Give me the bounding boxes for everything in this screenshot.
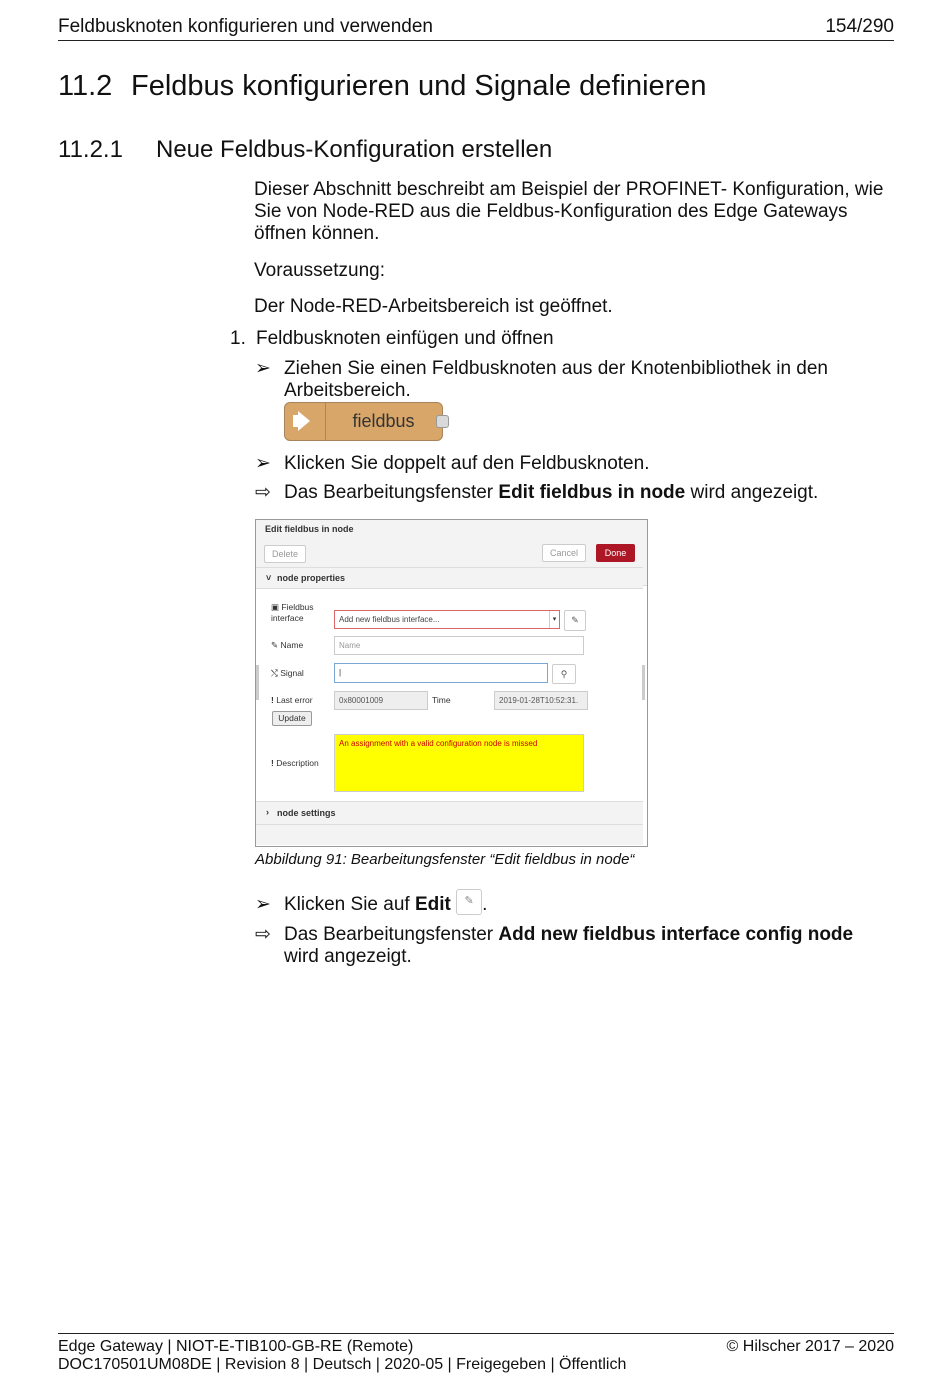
instruction-double-click: ➢ Klicken Sie doppelt auf den Feldbusknoten. xyxy=(255,453,650,474)
page-number: 154/290 xyxy=(825,16,894,37)
section-heading xyxy=(58,70,707,103)
chevron-down-icon: ˅ xyxy=(266,573,272,583)
time-field: 2019-01-28T10:52:31. xyxy=(494,691,588,710)
edit-pencil-icon: ✎ xyxy=(456,889,482,915)
search-button[interactable] xyxy=(552,664,576,684)
name-input[interactable]: Name xyxy=(334,636,584,655)
prerequisite-text: Der Node-RED-Arbeitsbereich ist geöffnet. xyxy=(254,296,613,317)
name-label: ✎ Name xyxy=(271,640,304,650)
header-title: Feldbusknoten konfigurieren und verwenden xyxy=(58,16,433,37)
subsection-heading xyxy=(58,136,552,164)
update-button[interactable]: Update xyxy=(272,711,312,726)
arrowhead-bullet-icon: ➢ xyxy=(255,894,271,915)
signal-label: ⤭ Signal xyxy=(271,668,304,678)
result-arrow-icon: ⇨ xyxy=(255,482,271,503)
fieldbus-interface-select[interactable]: Add new fieldbus interface... ▾ xyxy=(334,610,560,629)
shuffle-icon: ⤭ xyxy=(271,668,278,678)
arrowhead-bullet-icon: ➢ xyxy=(255,358,271,379)
node-label: fieldbus xyxy=(352,411,415,431)
page-footer xyxy=(58,1333,894,1374)
done-button[interactable]: Done xyxy=(596,544,635,562)
node-icon-area xyxy=(285,403,326,440)
last-error-field: 0x80001009 xyxy=(334,691,428,710)
result-add-config-window: ⇨ Das Bearbeitungsfenster Add new fieldbus interface config node wird angezeigt. xyxy=(255,924,854,967)
fieldbus-node xyxy=(284,402,443,441)
edit-pencil-button[interactable] xyxy=(564,610,586,631)
footer-document-info: DOC170501UM08DE | Revision 8 | Deutsch | 2020-05 | Freigegeben | Öffentlich xyxy=(58,1356,627,1373)
cancel-button[interactable]: Cancel xyxy=(542,544,586,562)
result-arrow-icon: ⇨ xyxy=(255,924,271,945)
time-label: Time xyxy=(432,695,451,705)
footer-copyright: © Hilscher 2017 – 2020 xyxy=(726,1338,894,1355)
result-edit-window: ⇨ Das Bearbeitungsfenster Edit fieldbus in node wird angezeigt. xyxy=(255,482,819,503)
instruction-drag-node: ➢ Ziehen Sie einen Feldbusknoten aus der Knotenbibliothek in den Arbeitsbereich. xyxy=(255,358,828,401)
signal-input[interactable]: | xyxy=(334,663,548,683)
node-properties-header[interactable]: ˅ node properties xyxy=(256,567,643,589)
intro-paragraph: Dieser Abschnitt beschreibt am Beispiel der PROFINET- Konfiguration, wie Sie von Node-RED aus die Feldbus-Konfiguration des Edge Gateways öffnen können. xyxy=(254,179,884,244)
fieldbus-interface-label: ▣ Fieldbus interface xyxy=(271,602,314,623)
figure-caption: Abbildung 91: Bearbeitungsfenster “Edit fieldbus in node“ xyxy=(255,851,635,868)
last-error-label: ! Last error xyxy=(271,695,313,705)
subsection-title: Neue Feldbus-Konfiguration erstellen xyxy=(156,136,553,163)
right-resize-handle[interactable] xyxy=(642,665,645,700)
node-settings-header[interactable]: › node settings xyxy=(256,801,643,825)
footer-product: Edge Gateway | NIOT-E-TIB100-GB-RE (Remote) xyxy=(58,1338,414,1355)
step-title: Feldbusknoten einfügen und öffnen xyxy=(256,328,554,349)
page-header xyxy=(58,14,894,41)
dropdown-arrow-icon[interactable]: ▾ xyxy=(549,611,559,628)
delete-button[interactable]: Delete xyxy=(264,545,306,563)
arrowhead-bullet-icon: ➢ xyxy=(255,453,271,474)
search-icon: ⚲ xyxy=(560,669,568,679)
tag-icon: ✎ xyxy=(271,640,279,650)
prerequisite-label: Voraussetzung: xyxy=(254,260,385,281)
pencil-icon: ✎ xyxy=(571,615,579,625)
bus-icon: ▣ xyxy=(271,602,280,612)
subsection-number: 11.2.1 xyxy=(58,136,123,163)
arrow-right-icon xyxy=(298,411,310,431)
left-resize-handle[interactable] xyxy=(256,665,259,700)
section-number: 11.2 xyxy=(58,70,113,102)
description-field: An assignment with a valid configuration node is missed xyxy=(334,734,584,792)
section-title: Feldbus konfigurieren und Signale definieren xyxy=(131,70,707,102)
edit-dialog-screenshot xyxy=(255,519,648,847)
description-label: ! Description xyxy=(271,758,319,768)
node-output-port xyxy=(436,415,449,428)
dialog-title: Edit fieldbus in node xyxy=(265,524,354,534)
step-number: 1. xyxy=(230,328,246,349)
instruction-click-edit: ➢ Klicken Sie auf Edit ✎ . xyxy=(255,894,895,924)
chevron-right-icon: › xyxy=(266,807,269,817)
